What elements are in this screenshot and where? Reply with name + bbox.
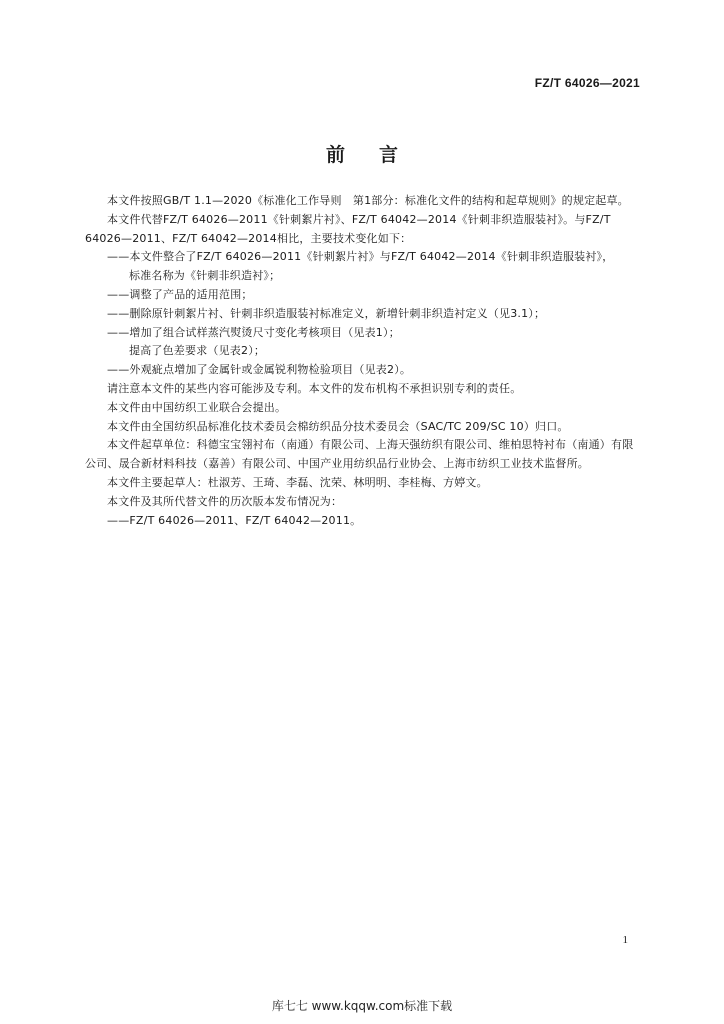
change-item-color-difference: 提高了色差要求（见表2）； — [129, 344, 266, 358]
change-item-merge: ——本文件整合了FZ/T 64026—2011《针刺絮片衬》与FZ/T 64042—2014《针刺非织造服装衬》， — [107, 250, 614, 264]
footer-watermark: 库七七 www.kqqw.com标准下载 — [271, 999, 453, 1013]
change-item-merge-continued: 标准名称为《针刺非织造衬》； — [129, 269, 281, 283]
change-item-scope: ——调整了产品的适用范围； — [107, 287, 253, 301]
paragraph-drafting-units: 本文件起草单位：科德宝宝翎衬布（南通）有限公司、上海天强纺织有限公司、维柏思特衬布（南通）有限公司、晟合新材料科技（嘉善）有限公司、中国产业用纺织品行业协会、上海市纺织工业技术监督所。 — [85, 438, 634, 471]
change-item-steam-ironing: ——增加了组合试样蒸汽熨烫尺寸变化考核项目（见表1）； — [107, 325, 400, 339]
paragraph-history-intro: 本文件及其所代替文件的历次版本发布情况为： — [107, 494, 343, 508]
paragraph-drafting-rules: 本文件按照GB/T 1.1—2020《标准化工作导则 第1部分：标准化文件的结构和起草规则》的规定起草。 — [107, 194, 629, 207]
paragraph-patent-notice: 请注意本文件的某些内容可能涉及专利。本文件的发布机构不承担识别专利的责任。 — [107, 381, 522, 395]
foreword-body — [85, 192, 643, 530]
page-title: 前言 — [325, 144, 432, 166]
change-item-metal-needle: ——外观疵点增加了金属针或金属锐利物检验项目（见表2）。 — [107, 363, 412, 377]
paragraph-committee: 本文件由全国纺织品标准化技术委员会棉纺织品分技术委员会（SAC/TC 209/SC 10）归口。 — [107, 419, 569, 433]
change-item-definitions: ——删除原针刺絮片衬、针刺非织造服装衬标准定义，新增针刺非织造衬定义（见3.1）； — [107, 306, 546, 320]
paragraph-replacement: 本文件代替FZ/T 64026—2011《针刺絮片衬》、FZ/T 64042—2014《针刺非织造服装衬》。与FZ/T 64026—2011、FZ/T 64042—2014相比，主要技术变化如下： — [85, 212, 611, 245]
history-item: ——FZ/T 64026—2011、FZ/T 64042—2011。 — [107, 513, 362, 527]
paragraph-proposer: 本文件由中国纺织工业联合会提出。 — [107, 400, 287, 414]
paragraph-drafters: 本文件主要起草人：杜淑芳、王琦、李磊、沈荣、林明明、李桂梅、方婷文。 — [107, 475, 488, 489]
page-number: 1 — [622, 934, 628, 946]
standard-code: FZ/T 64026—2021 — [534, 76, 640, 90]
